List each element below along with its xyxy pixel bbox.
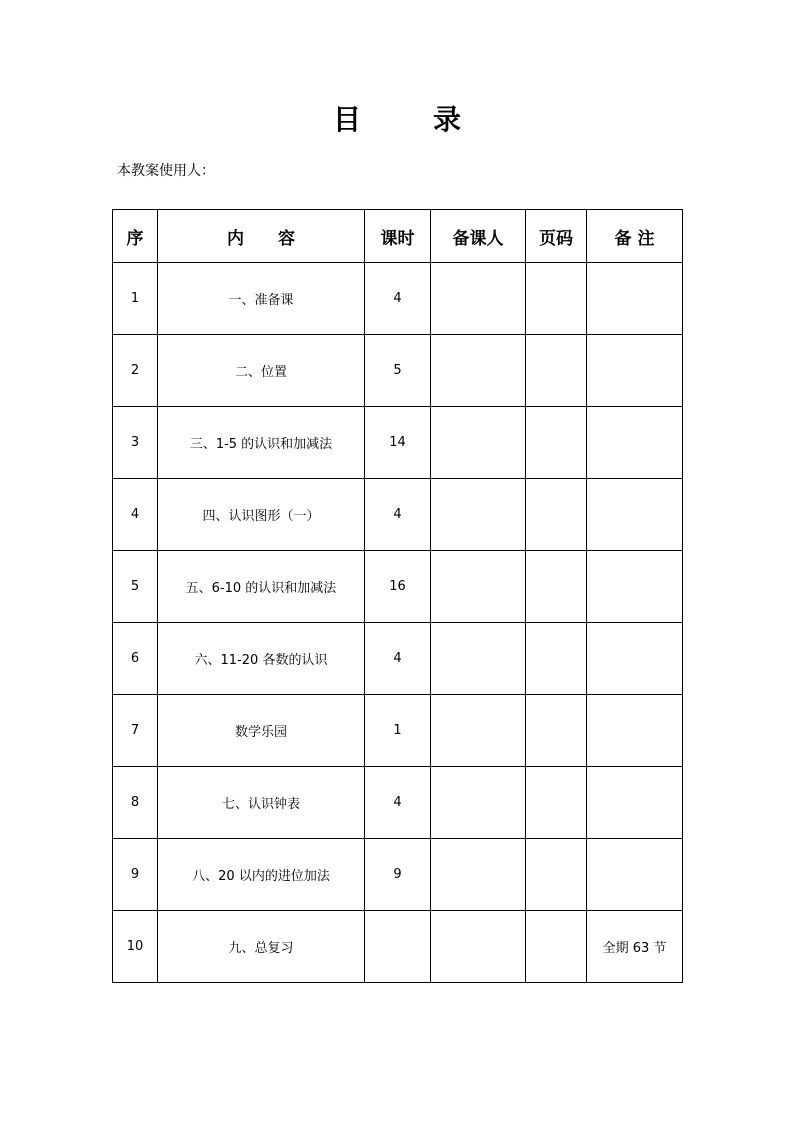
header-index: 序 [113, 210, 158, 263]
cell-hours: 4 [365, 767, 431, 839]
cell-note [587, 695, 683, 767]
cell-content: 六、11-20 各数的认识 [158, 623, 365, 695]
cell-page [526, 839, 587, 911]
cell-note [587, 407, 683, 479]
cell-index: 2 [113, 335, 158, 407]
contents-table [112, 209, 683, 983]
cell-page [526, 407, 587, 479]
cell-page [526, 551, 587, 623]
header-page: 页码 [526, 210, 587, 263]
cell-page [526, 911, 587, 983]
cell-index: 10 [113, 911, 158, 983]
cell-note [587, 479, 683, 551]
cell-content: 数学乐园 [158, 695, 365, 767]
cell-hours: 4 [365, 479, 431, 551]
cell-preparer [431, 623, 526, 695]
cell-hours: 4 [365, 263, 431, 335]
table-row [113, 623, 683, 695]
cell-preparer [431, 551, 526, 623]
table-row [113, 263, 683, 335]
table-row [113, 911, 683, 983]
cell-page [526, 623, 587, 695]
title-char-1: 目 [332, 103, 361, 136]
cell-index: 5 [113, 551, 158, 623]
header-content: 内 容 [158, 210, 365, 263]
cell-page [526, 479, 587, 551]
table-row [113, 335, 683, 407]
cell-content: 七、认识钟表 [158, 767, 365, 839]
cell-index: 3 [113, 407, 158, 479]
header-hours: 课时 [365, 210, 431, 263]
table-row [113, 479, 683, 551]
cell-preparer [431, 407, 526, 479]
cell-content: 二、位置 [158, 335, 365, 407]
cell-page [526, 767, 587, 839]
header-preparer: 备课人 [431, 210, 526, 263]
cell-note [587, 767, 683, 839]
cell-note [587, 263, 683, 335]
cell-preparer [431, 767, 526, 839]
table-row [113, 407, 683, 479]
table-row [113, 551, 683, 623]
cell-preparer [431, 263, 526, 335]
table-row [113, 839, 683, 911]
cell-note [587, 551, 683, 623]
cell-content: 四、认识图形（一） [158, 479, 365, 551]
cell-content: 八、20 以内的进位加法 [158, 839, 365, 911]
owner-label: 本教案使用人： [117, 163, 215, 179]
cell-hours: 5 [365, 335, 431, 407]
cell-preparer [431, 911, 526, 983]
cell-page [526, 263, 587, 335]
cell-page [526, 335, 587, 407]
cell-content: 五、6-10 的认识和加减法 [158, 551, 365, 623]
cell-hours: 9 [365, 839, 431, 911]
cell-content: 一、准备课 [158, 263, 365, 335]
cell-index: 6 [113, 623, 158, 695]
cell-preparer [431, 839, 526, 911]
cell-note [587, 335, 683, 407]
cell-hours: 14 [365, 407, 431, 479]
table-header-row [113, 210, 683, 263]
table-row [113, 767, 683, 839]
table-row [113, 695, 683, 767]
cell-content: 三、1-5 的认识和加减法 [158, 407, 365, 479]
cell-hours: 16 [365, 551, 431, 623]
cell-index: 7 [113, 695, 158, 767]
cell-hours [365, 911, 431, 983]
cell-index: 4 [113, 479, 158, 551]
cell-preparer [431, 695, 526, 767]
cell-note: 全期 63 节 [587, 911, 683, 983]
header-note: 备 注 [587, 210, 683, 263]
cell-preparer [431, 335, 526, 407]
cell-content: 九、总复习 [158, 911, 365, 983]
cell-index: 8 [113, 767, 158, 839]
cell-hours: 4 [365, 623, 431, 695]
cell-index: 1 [113, 263, 158, 335]
cell-page [526, 695, 587, 767]
cell-hours: 1 [365, 695, 431, 767]
title-char-2: 录 [433, 103, 462, 136]
cell-preparer [431, 479, 526, 551]
cell-index: 9 [113, 839, 158, 911]
page-title [0, 98, 794, 138]
cell-note [587, 623, 683, 695]
cell-note [587, 839, 683, 911]
